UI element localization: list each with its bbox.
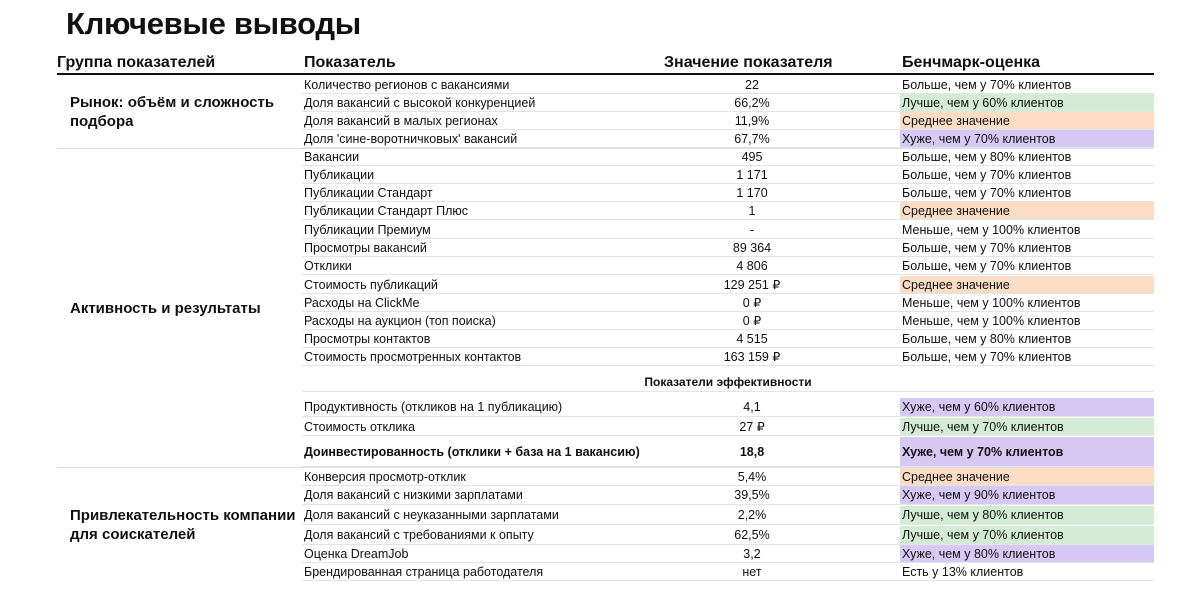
table-row xyxy=(302,398,1154,417)
indicator-name: Доля 'сине-воротничковых' вакансий xyxy=(304,131,518,146)
indicator-value: 129 251 ₽ xyxy=(723,277,781,292)
benchmark-assessment: Больше, чем у 70% клиентов xyxy=(902,167,1072,182)
indicator-value: 0 ₽ xyxy=(742,295,762,310)
table-row xyxy=(302,221,1154,239)
benchmark-assessment: Есть у 13% клиентов xyxy=(902,564,1024,579)
group-label-attractiveness: Привлекательность компании для соискателей xyxy=(70,507,296,543)
table-row xyxy=(302,506,1154,525)
benchmark-assessment: Больше, чем у 70% клиентов xyxy=(902,77,1072,92)
indicator-name: Публикации Стандарт xyxy=(304,185,433,200)
indicator-name: Брендированная страница работодателя xyxy=(304,564,544,579)
indicator-value: нет xyxy=(742,564,762,579)
indicator-name: Отклики xyxy=(304,258,352,273)
table-row xyxy=(302,130,1154,148)
benchmark-assessment: Лучше, чем у 70% клиентов xyxy=(900,418,1154,435)
benchmark-assessment: Больше, чем у 70% клиентов xyxy=(902,185,1072,200)
benchmark-assessment: Хуже, чем у 70% клиентов xyxy=(900,437,1154,466)
indicator-name: Доля вакансий с низкими зарплатами xyxy=(304,488,523,502)
indicator-value: 495 xyxy=(741,149,763,164)
section-title-efficiency: Показатели эффективности xyxy=(302,373,1154,392)
indicator-value: 62,5% xyxy=(734,528,770,542)
indicator-name: Стоимость просмотренных контактов xyxy=(304,349,522,364)
indicator-name: Публикации Премиум xyxy=(304,222,431,237)
benchmark-assessment: Больше, чем у 70% клиентов xyxy=(902,258,1072,273)
indicator-name: Количество регионов с вакансиями xyxy=(304,77,510,92)
benchmark-assessment: Лучше, чем у 70% клиентов xyxy=(900,526,1154,544)
table-row xyxy=(302,202,1154,220)
benchmark-assessment: Хуже, чем у 70% клиентов xyxy=(900,130,1154,147)
group-label-market: Рынок: объём и сложность подбора xyxy=(70,94,275,130)
indicator-name: Расходы на аукцион (топ поиска) xyxy=(304,313,496,328)
indicator-name: Оценка DreamJob xyxy=(304,546,409,561)
table-row xyxy=(302,294,1154,312)
indicator-name: Просмотры контактов xyxy=(304,331,431,346)
indicator-value: 1 xyxy=(748,203,756,218)
indicator-name: Доля вакансий с высокой конкуренцией xyxy=(304,95,536,110)
indicator-value: 11,9% xyxy=(734,113,770,128)
indicator-value: 66,2% xyxy=(734,95,770,110)
table-row xyxy=(302,486,1154,505)
indicator-value: - xyxy=(749,222,755,237)
table-row xyxy=(302,94,1154,112)
table-row xyxy=(302,184,1154,202)
indicator-value: 39,5% xyxy=(734,488,770,502)
table-row xyxy=(302,112,1154,130)
table-row xyxy=(302,437,1154,467)
table-row xyxy=(302,312,1154,330)
benchmark-assessment: Меньше, чем у 100% клиентов xyxy=(902,313,1081,328)
indicator-value: 89 364 xyxy=(732,240,772,255)
indicator-value: 67,7% xyxy=(734,131,770,146)
benchmark-assessment: Лучше, чем у 60% клиентов xyxy=(900,94,1154,111)
indicator-name: Просмотры вакансий xyxy=(304,240,427,255)
table-row xyxy=(302,257,1154,275)
benchmark-assessment: Больше, чем у 70% клиентов xyxy=(902,349,1072,364)
indicator-name: Расходы на ClickMe xyxy=(304,295,420,310)
indicator-value: 4 515 xyxy=(736,331,768,346)
column-header-group: Группа показателей xyxy=(57,54,216,71)
group-label-activity: Активность и результаты xyxy=(70,300,261,317)
indicator-value: 163 159 ₽ xyxy=(723,349,781,364)
column-header-value: Значение показателя xyxy=(664,54,833,71)
table-row xyxy=(302,545,1154,563)
header-divider xyxy=(57,73,1154,75)
table-row xyxy=(302,563,1154,581)
table-row xyxy=(302,418,1154,436)
table-row xyxy=(302,166,1154,184)
benchmark-assessment: Лучше, чем у 80% клиентов xyxy=(900,506,1154,524)
indicator-name: Доля вакансий в малых регионах xyxy=(304,113,498,128)
table-row xyxy=(302,526,1154,545)
indicator-name: Стоимость публикаций xyxy=(304,277,438,292)
benchmark-assessment: Меньше, чем у 100% клиентов xyxy=(902,295,1081,310)
indicator-value: 5,4% xyxy=(737,469,767,484)
table-row xyxy=(302,276,1154,294)
indicator-name: Стоимость отклика xyxy=(304,419,416,434)
table-row xyxy=(302,239,1154,257)
benchmark-assessment: Меньше, чем у 100% клиентов xyxy=(902,222,1081,237)
benchmark-assessment: Среднее значение xyxy=(900,276,1154,293)
benchmark-assessment: Хуже, чем у 60% клиентов xyxy=(900,398,1154,416)
indicator-value: 4,1 xyxy=(743,400,761,414)
indicator-value: 18,8 xyxy=(739,444,765,459)
indicator-value: 4 806 xyxy=(736,258,768,273)
table-row xyxy=(302,148,1154,166)
indicator-value: 2,2% xyxy=(737,508,767,522)
column-header-indicator: Показатель xyxy=(304,54,396,71)
indicator-name: Доля вакансий с неуказанными зарплатами xyxy=(304,508,559,522)
indicator-value: 1 171 xyxy=(736,167,768,182)
indicator-value: 22 xyxy=(745,77,759,92)
indicator-value: 0 ₽ xyxy=(742,313,762,328)
indicator-value: 1 170 xyxy=(736,185,768,200)
table-row xyxy=(302,330,1154,348)
benchmark-assessment: Среднее значение xyxy=(900,202,1154,219)
indicator-name: Вакансии xyxy=(304,149,360,164)
indicator-name: Публикации xyxy=(304,167,375,182)
indicator-name: Публикации Стандарт Плюс xyxy=(304,203,469,218)
indicator-name: Доля вакансий с требованиями к опыту xyxy=(304,528,534,542)
benchmark-assessment: Среднее значение xyxy=(900,468,1154,485)
table-row xyxy=(302,76,1154,94)
column-header-benchmark: Бенчмарк-оценка xyxy=(902,54,1041,71)
benchmark-assessment: Хуже, чем у 90% клиентов xyxy=(900,486,1154,504)
table-row xyxy=(302,468,1154,486)
benchmark-assessment: Среднее значение xyxy=(900,112,1154,129)
page-title: Ключевые выводы xyxy=(66,6,361,41)
table-row xyxy=(302,348,1154,366)
benchmark-assessment: Больше, чем у 80% клиентов xyxy=(902,149,1072,164)
indicator-name: Продуктивность (откликов на 1 публикацию) xyxy=(304,400,563,414)
indicator-name: Конверсия просмотр-отклик xyxy=(304,469,466,484)
benchmark-assessment: Больше, чем у 80% клиентов xyxy=(902,331,1072,346)
benchmark-assessment: Больше, чем у 70% клиентов xyxy=(902,240,1072,255)
indicator-value: 27 ₽ xyxy=(739,419,765,434)
benchmark-assessment: Хуже, чем у 80% клиентов xyxy=(900,545,1154,562)
indicator-name: Доинвестированность (отклики + база на 1 вакансию) xyxy=(304,444,640,459)
indicator-value: 3,2 xyxy=(743,546,761,561)
